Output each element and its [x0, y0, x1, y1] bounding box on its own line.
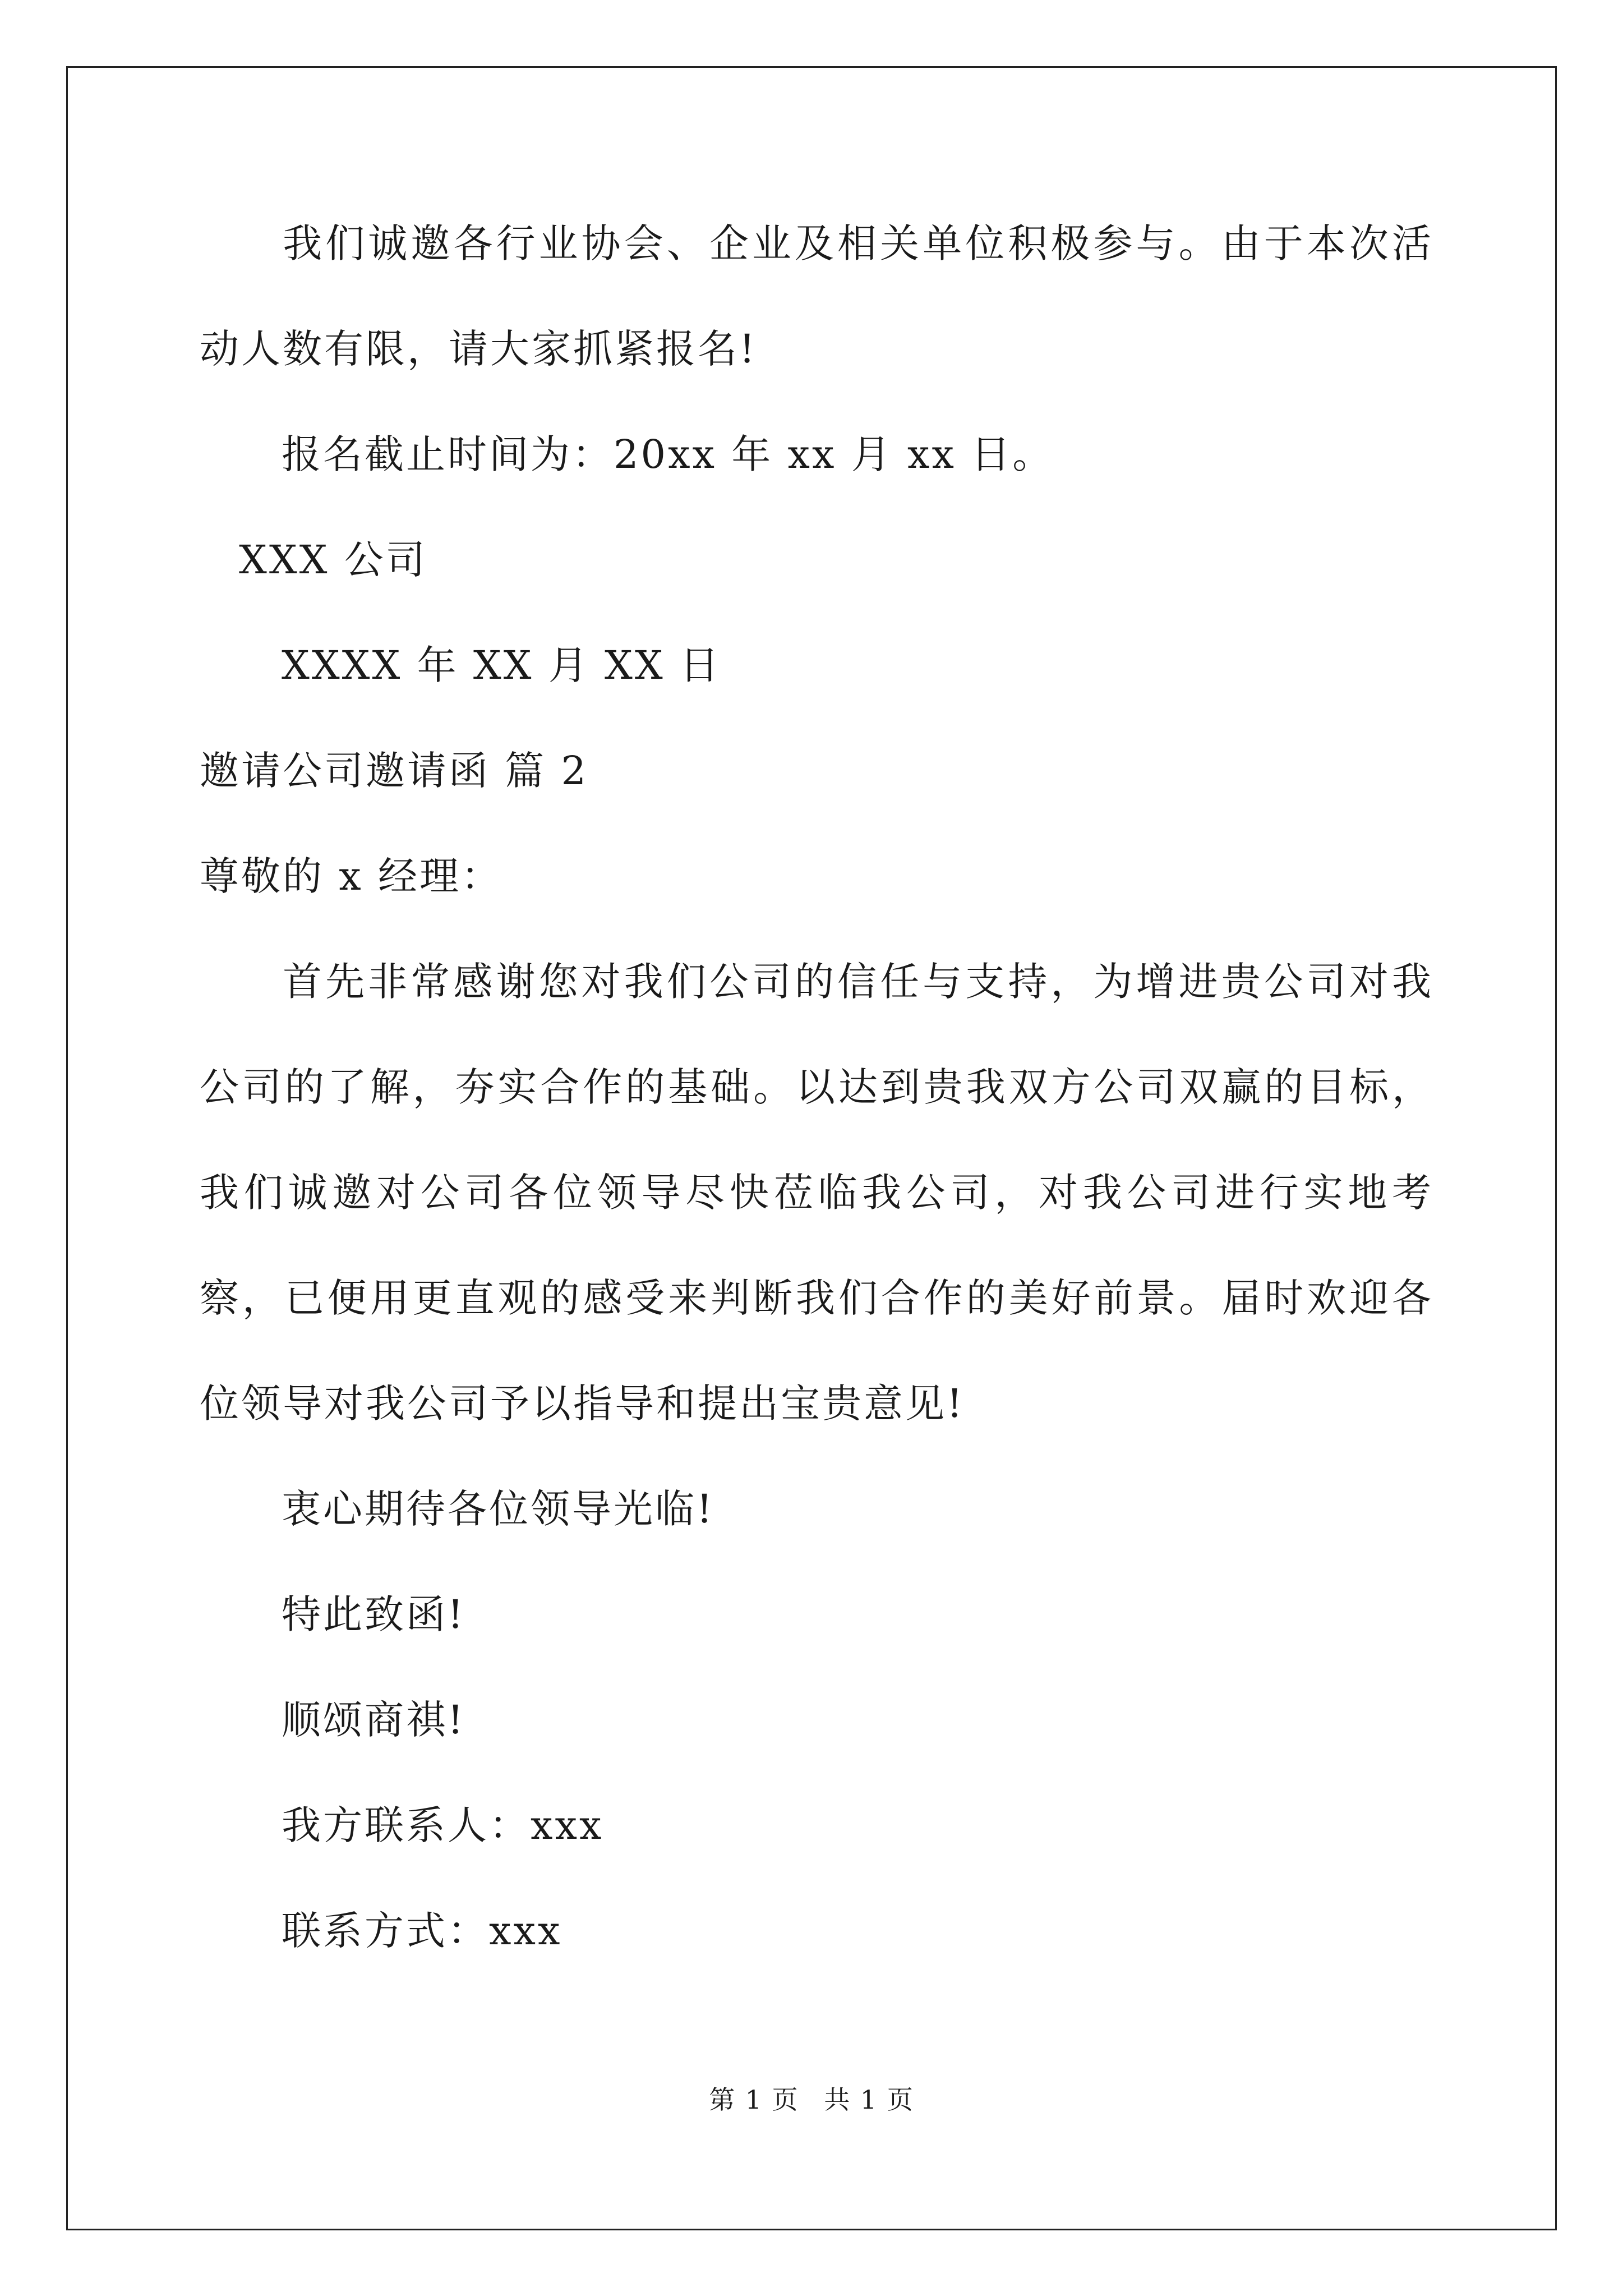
page-footer	[0, 2087, 1623, 2113]
section-title: 邀请公司邀请函 篇 2	[200, 748, 589, 794]
page-number: 第 1 页	[709, 2085, 799, 2115]
paragraph-regards: 顺颂商祺!	[282, 1697, 466, 1743]
document-body	[200, 191, 1433, 2017]
signature-date: XXXX 年 XX 月 XX 日	[282, 642, 721, 688]
paragraph-looking-forward: 衷心期待各位领导光临!	[282, 1486, 715, 1532]
contact-person: 我方联系人：xxx	[282, 1802, 604, 1848]
contact-method: 联系方式：xxx	[282, 1908, 562, 1954]
paragraph-invitation: 我们诚邀各行业协会、企业及相关单位积极参与。由于本次活动人数有限，请大家抓紧报名!	[200, 220, 1433, 372]
signature-company: XXX 公司	[239, 537, 427, 583]
page-total: 共 1 页	[824, 2085, 914, 2115]
paragraph-hereby: 特此致函!	[282, 1591, 466, 1637]
paragraph-deadline: 报名截止时间为：20xx 年 xx 月 xx 日。	[282, 431, 1054, 477]
paragraph-body: 首先非常感谢您对我们公司的信任与支持，为增进贵公司对我公司的了解，夯实合作的基础。以达到贵我双方公司双赢的目标，我们诚邀对公司各位领导尽快莅临我公司，对我公司进行实地考察，已便用更直观的感受来判断我们合作的美好前景。届时欢迎各位领导对我公司予以指导和提出宝贵意见!	[200, 959, 1433, 1427]
salutation: 尊敬的 x 经理：	[200, 853, 502, 899]
